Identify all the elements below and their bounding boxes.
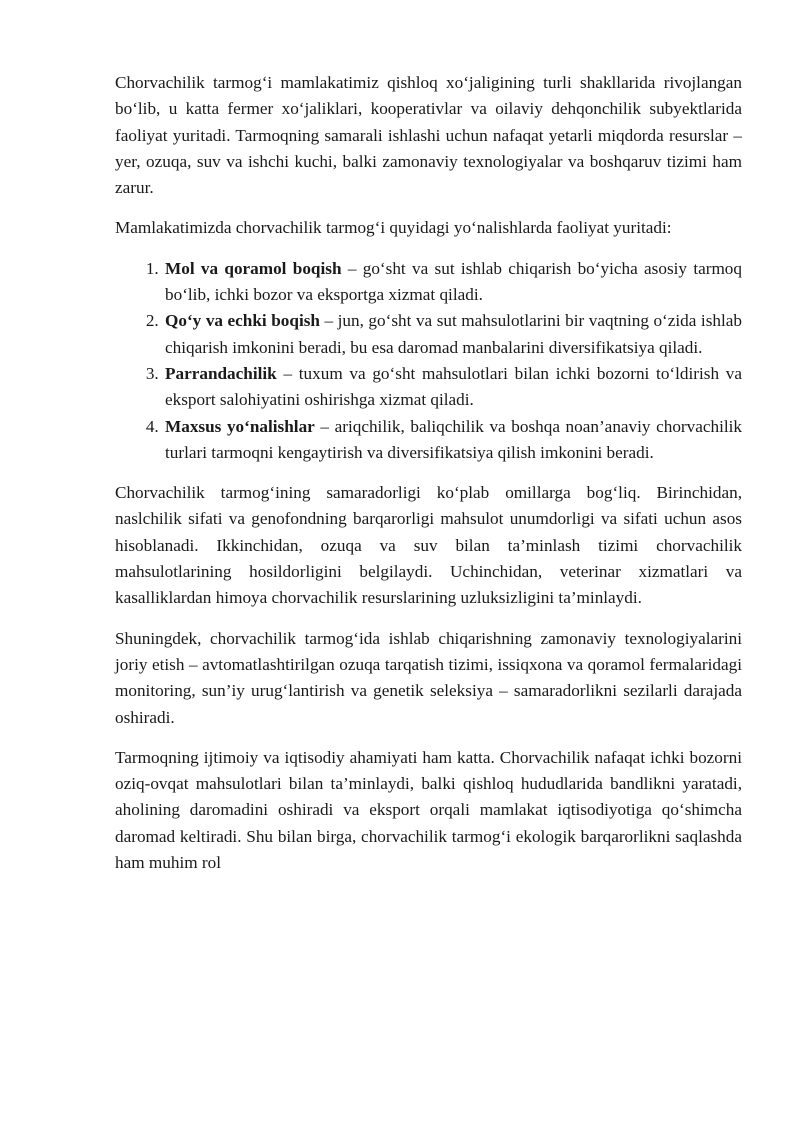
directions-list <box>115 256 742 466</box>
paragraph-technologies: Shuningdek, chorvachilik tarmog‘ida ishlab chiqarishning zamonaviy texnologiyalarini joriy etish – avtomatlashtirilgan ozuqa tarqatish tizimi, issiqxona va qoramol fermalaridagi monitoring, sun’iy urug‘lantirish va genetik seleksiya – samaradorlikni sezilarli darajada oshiradi. <box>115 628 742 727</box>
list-item <box>163 256 742 309</box>
list-item <box>163 308 742 361</box>
paragraph-intro: Chorvachilik tarmog‘i mamlakatimiz qishloq xo‘jaligining turli shakllarida rivojlangan bo‘lib, u katta fermer xo‘jaliklari, kooperativlar va oilaviy dehqonchilik subyektlarida faoliyat yuritadi. Tarmoqning samarali ishlashi uchun nafaqat yetarli miqdorda resurslar – yer, ozuqa, suv va ishchi kuchi, balki zamonaviy texnologiyalar va boshqaruv tizimi ham zarur. <box>115 73 742 198</box>
list-item-text: – go‘sht va sut ishlab chiqarish bo‘yicha asosiy tarmoq bo‘lib, ichki bozor va eksportga xizmat qiladi. <box>165 258 742 305</box>
paragraph-socioeconomic: Tarmoqning ijtimoiy va iqtisodiy ahamiyati ham katta. Chorvachilik nafaqat ichki bozorni oziq-ovqat mahsulotlari bilan ta’minlaydi, balki qishloq hududlarida bandlikni yaratadi, aholining daromadini oshiradi va eksport orqali mamlakat iqtisodiyotiga qo‘shimcha daromad keltiradi. Shu bilan birga, chorvachilik tarmog‘i ekologik barqarorlikni saqlashda ham muhim rol <box>115 747 742 873</box>
list-item-text: – ariqchilik, baliqchilik va boshqa noan’anaviy chorvachilik turlari tarmoqni kengaytirish va diversifikatsiya qilish imkonini beradi. <box>165 416 742 462</box>
list-item <box>163 361 742 414</box>
list-item-term: Mol va qoramol boqish <box>165 258 342 278</box>
document-page <box>115 70 742 890</box>
paragraph-directions-lead: Mamlakatimizda chorvachilik tarmog‘i quyidagi yo‘nalishlarda faoliyat yuritadi: <box>115 218 672 238</box>
paragraph-efficiency: Chorvachilik tarmog‘ining samaradorligi ko‘plab omillarga bog‘liq. Birinchidan, naslchilik sifati va genofondning barqarorligi mahsulot unumdorligi va sifati uchun asos hisoblanadi. Ikkinchidan, ozuqa va suv bilan ta’minlash tizimi chorvachilik mahsulotlarining hosildorligini belgilaydi. Uchinchidan, veterinar xizmatlari va kasalliklardan himoya chorvachilik resurslarining uzluksizligini ta’minlaydi. <box>115 483 742 608</box>
list-item-text: – tuxum va go‘sht mahsulotlari bilan ichki bozorni to‘ldirish va eksport salohiyatini oshirishga xizmat qiladi. <box>165 363 742 410</box>
list-item <box>163 414 742 467</box>
list-item-term: Parrandachilik <box>165 363 277 383</box>
list-item-term: Qo‘y va echki boqish <box>165 311 320 331</box>
list-item-text: – jun, go‘sht va sut mahsulotlarini bir vaqtning o‘zida ishlab chiqarish imkonini beradi, bu esa daromad manbalarini diversifikatsiya qiladi. <box>165 311 742 357</box>
list-item-term: Maxsus yo‘nalishlar <box>165 416 315 436</box>
